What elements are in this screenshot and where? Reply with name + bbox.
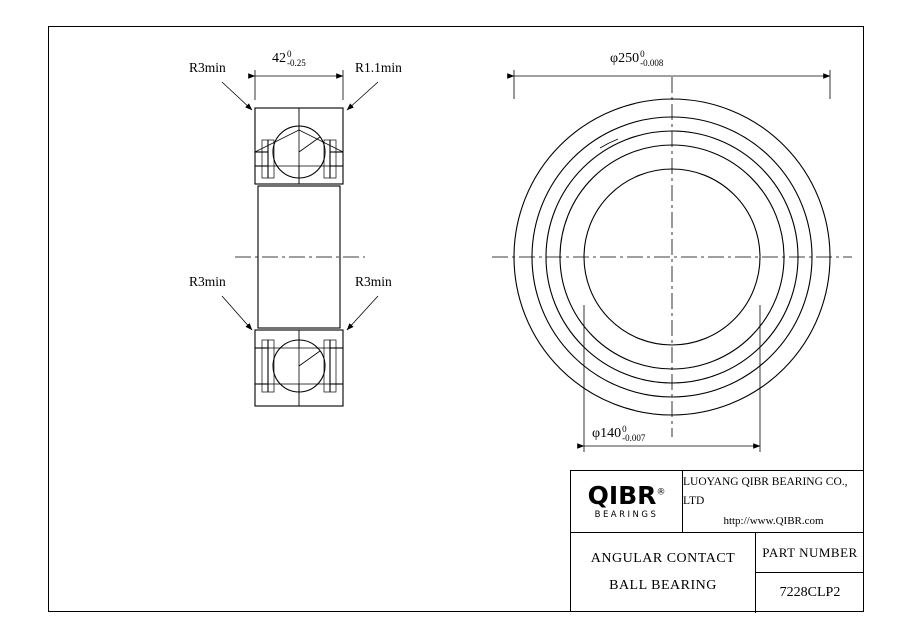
logo-subtitle: BEARINGS bbox=[594, 510, 659, 520]
logo-wordmark: QIBR bbox=[587, 481, 657, 510]
label-r3min-bottom-right: R3min bbox=[355, 274, 392, 289]
width-upper-tol: 0 bbox=[287, 49, 292, 59]
title-block-body bbox=[571, 533, 864, 613]
od-lower-tol: -0.008 bbox=[640, 58, 664, 68]
bore-nominal: 140 bbox=[600, 426, 622, 442]
width-nominal: 42 bbox=[272, 51, 286, 67]
width-dimension-text bbox=[272, 50, 306, 68]
width-lower-tol: -0.25 bbox=[287, 58, 306, 68]
company-name: LUOYANG QIBR BEARING CO., LTD bbox=[683, 475, 848, 508]
product-description-line2: BALL BEARING bbox=[609, 578, 717, 593]
company-info bbox=[683, 471, 864, 532]
part-number-value: 7228CLP2 bbox=[779, 585, 841, 600]
bore-lower-tol: -0.007 bbox=[622, 433, 646, 443]
product-description-line1: ANGULAR CONTACT bbox=[590, 551, 736, 567]
company-website[interactable]: http://www.QIBR.com bbox=[723, 514, 824, 527]
bore-upper-tol: 0 bbox=[622, 424, 627, 434]
label-r11min-top-right: R1.1min bbox=[355, 60, 402, 75]
part-number-block bbox=[756, 533, 864, 613]
logo-registered-icon: ® bbox=[656, 487, 666, 498]
od-dimension-text bbox=[610, 50, 663, 68]
company-logo bbox=[571, 471, 683, 532]
title-block bbox=[570, 470, 864, 612]
label-r3min-bottom-left: R3min bbox=[189, 274, 226, 289]
section-view-geometry bbox=[235, 108, 365, 406]
bore-symbol: φ bbox=[592, 426, 601, 442]
od-symbol: φ bbox=[610, 51, 619, 67]
section-leaders bbox=[222, 82, 378, 330]
label-r3min-top-left: R3min bbox=[189, 60, 226, 75]
product-description bbox=[571, 533, 756, 613]
logo-text bbox=[588, 483, 666, 508]
width-dimension-graphic bbox=[255, 70, 343, 100]
part-number-label: PART NUMBER bbox=[756, 533, 864, 573]
od-upper-tol: 0 bbox=[640, 49, 645, 59]
front-view-geometry bbox=[492, 77, 852, 437]
title-block-header bbox=[571, 471, 864, 533]
od-nominal: 250 bbox=[618, 51, 640, 67]
bore-dimension-text bbox=[592, 425, 645, 443]
